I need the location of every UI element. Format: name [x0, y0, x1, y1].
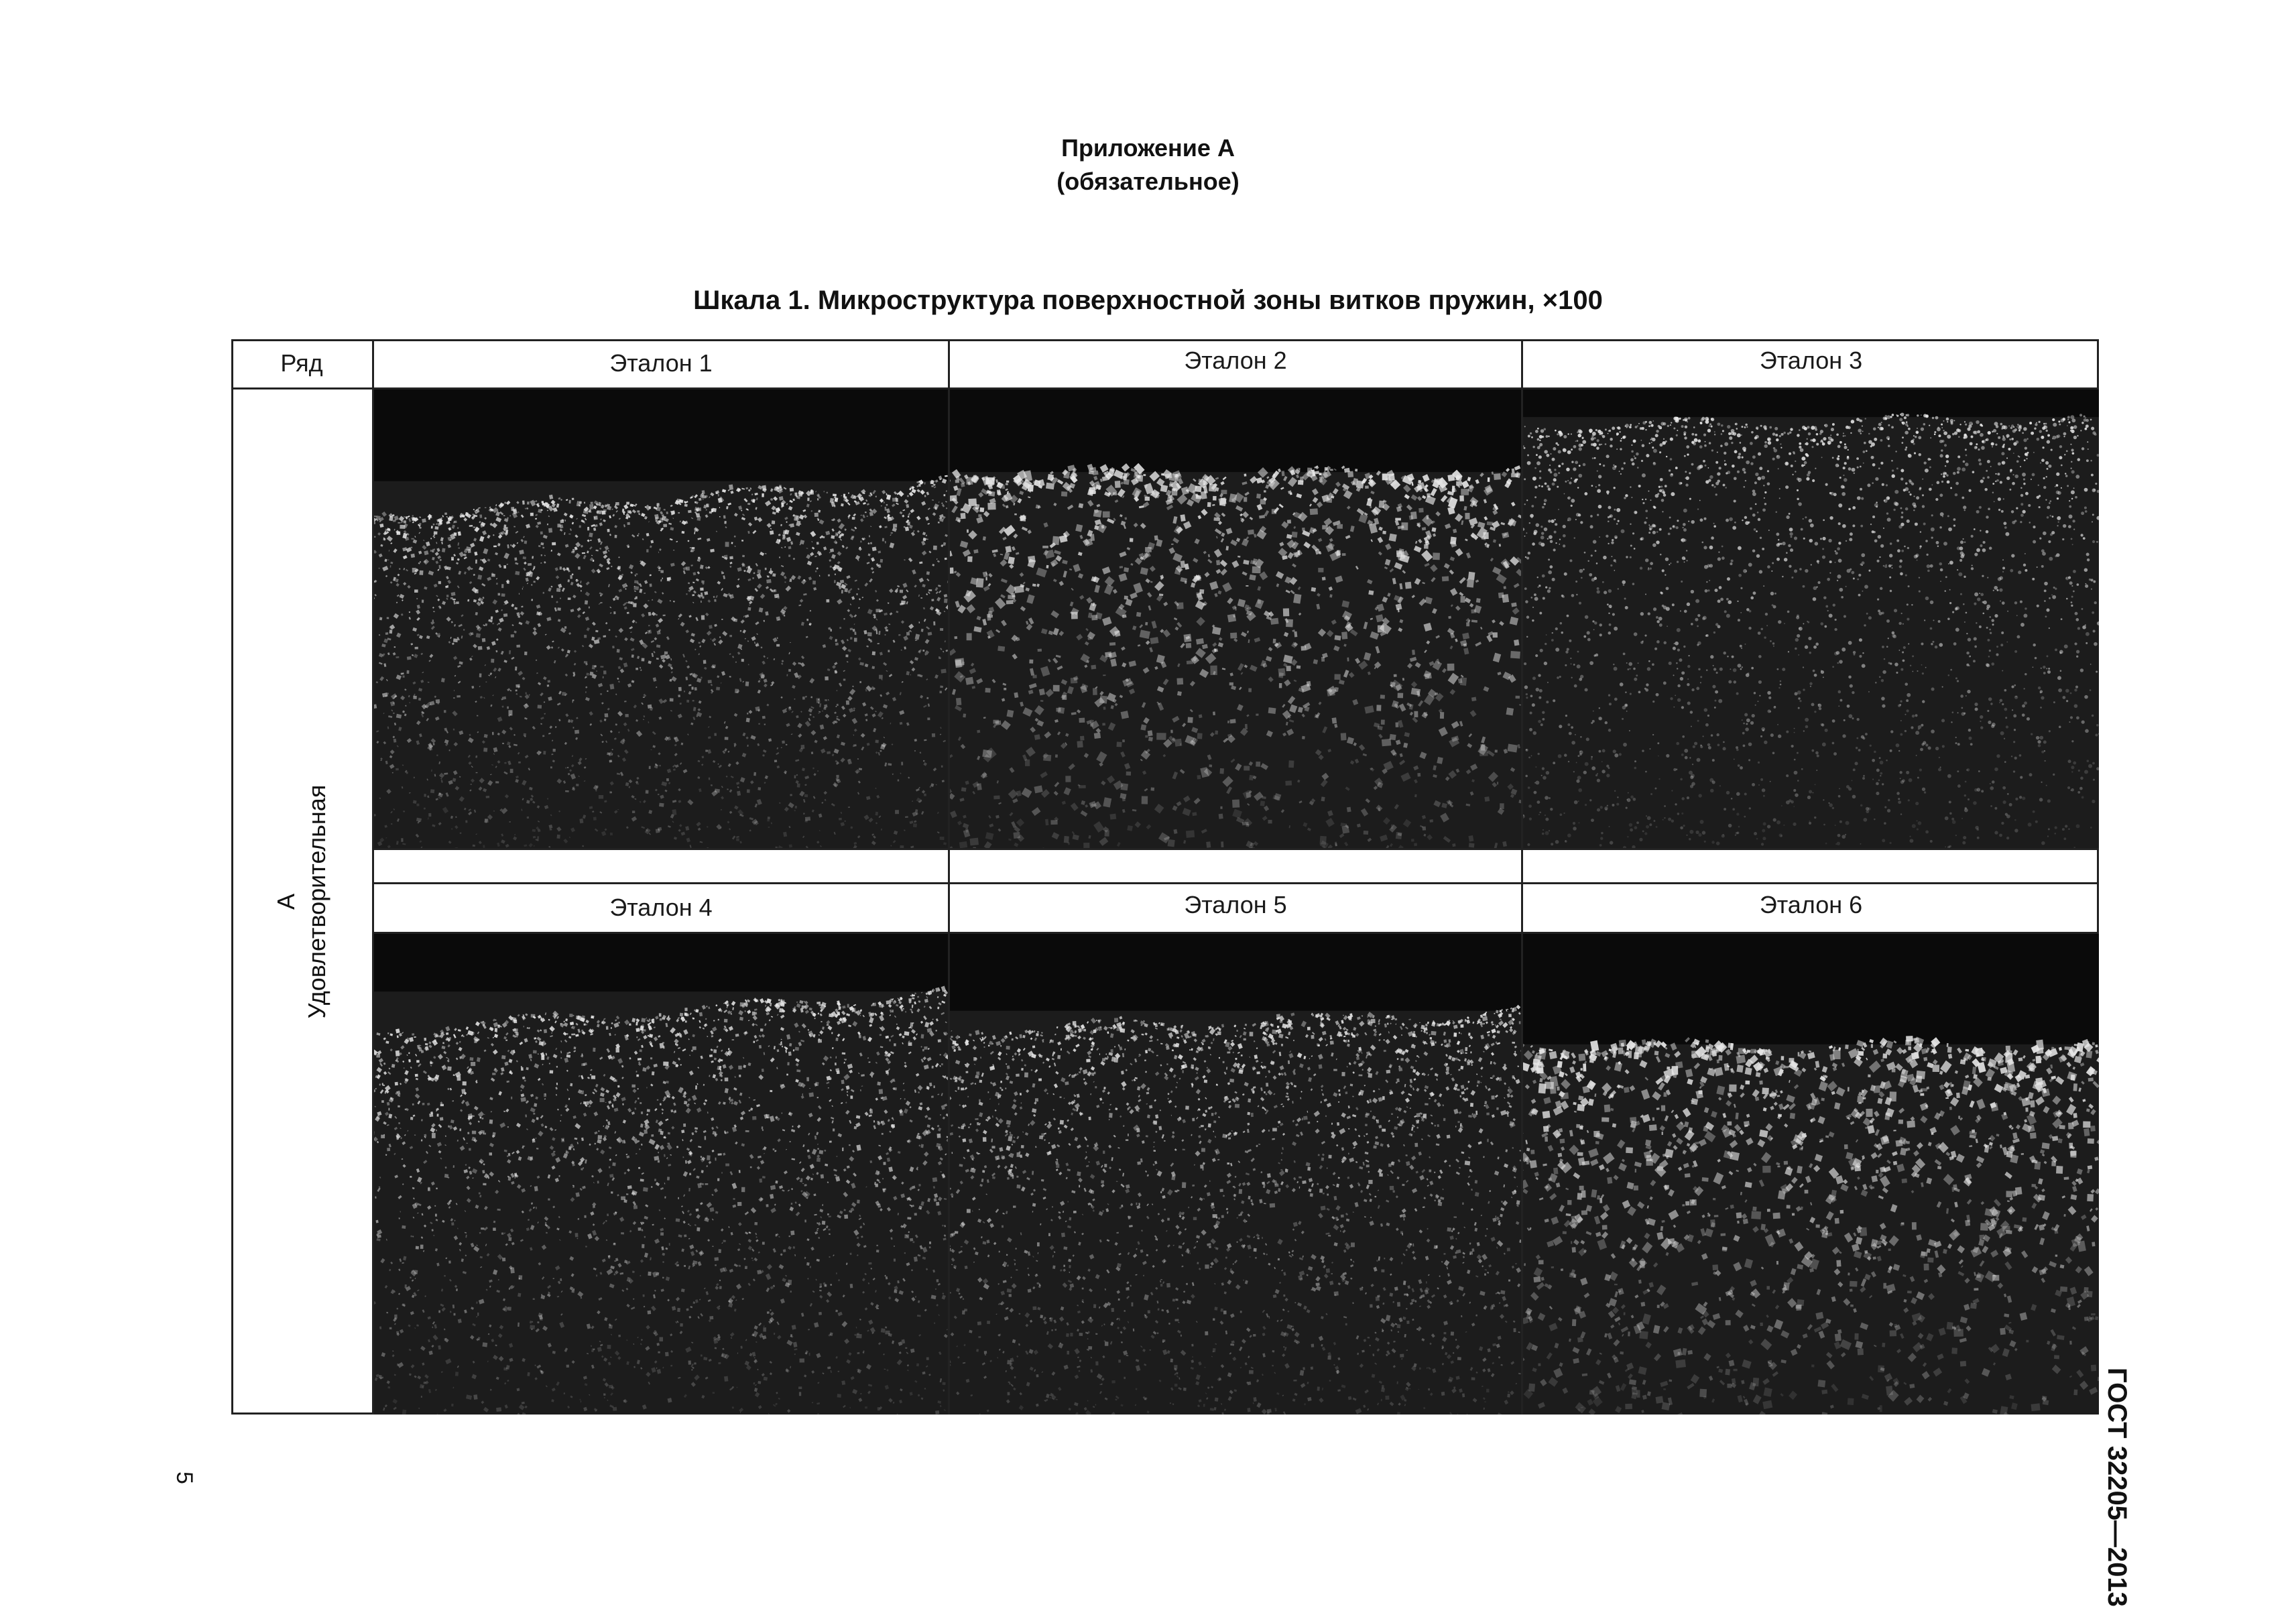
micrograph-etalon-5: [950, 934, 1521, 1415]
scale-title: Шкала 1. Микроструктура поверхностной зоны витков пружин, ×100: [693, 286, 1603, 315]
etalon-5-label: Эталон 5: [1184, 891, 1287, 918]
etalon-3-label: Эталон 3: [1759, 347, 1863, 374]
row-header-cell: Ряд: [280, 349, 323, 377]
row-label-cell: [231, 389, 372, 1415]
standard-code: ГОСТ 32205—2013: [2102, 1368, 2132, 1607]
annex-status: (обязательное): [1056, 168, 1240, 195]
micrograph-etalon-3: [1523, 389, 2099, 848]
row-name: Удовлетворительная: [303, 784, 330, 1019]
micrograph-etalon-4: [374, 934, 948, 1415]
annex-title: Приложение А: [1061, 134, 1235, 162]
page-number: 5: [171, 1471, 197, 1484]
row-code: А: [272, 894, 300, 910]
annex-heading: [0, 131, 2296, 198]
etalon-6-label: Эталон 6: [1759, 891, 1863, 918]
spacer-row-top: [372, 848, 2099, 850]
spacer-row-bottom: [372, 882, 2099, 884]
etalon-2-label: Эталон 2: [1184, 347, 1287, 374]
micrograph-etalon-1: [374, 389, 948, 848]
etalon-4-label: Эталон 4: [609, 894, 713, 921]
micrograph-etalon-2: [950, 389, 1521, 848]
micrograph-etalon-6: [1523, 934, 2099, 1415]
etalon-1-label: Эталон 1: [609, 349, 713, 377]
